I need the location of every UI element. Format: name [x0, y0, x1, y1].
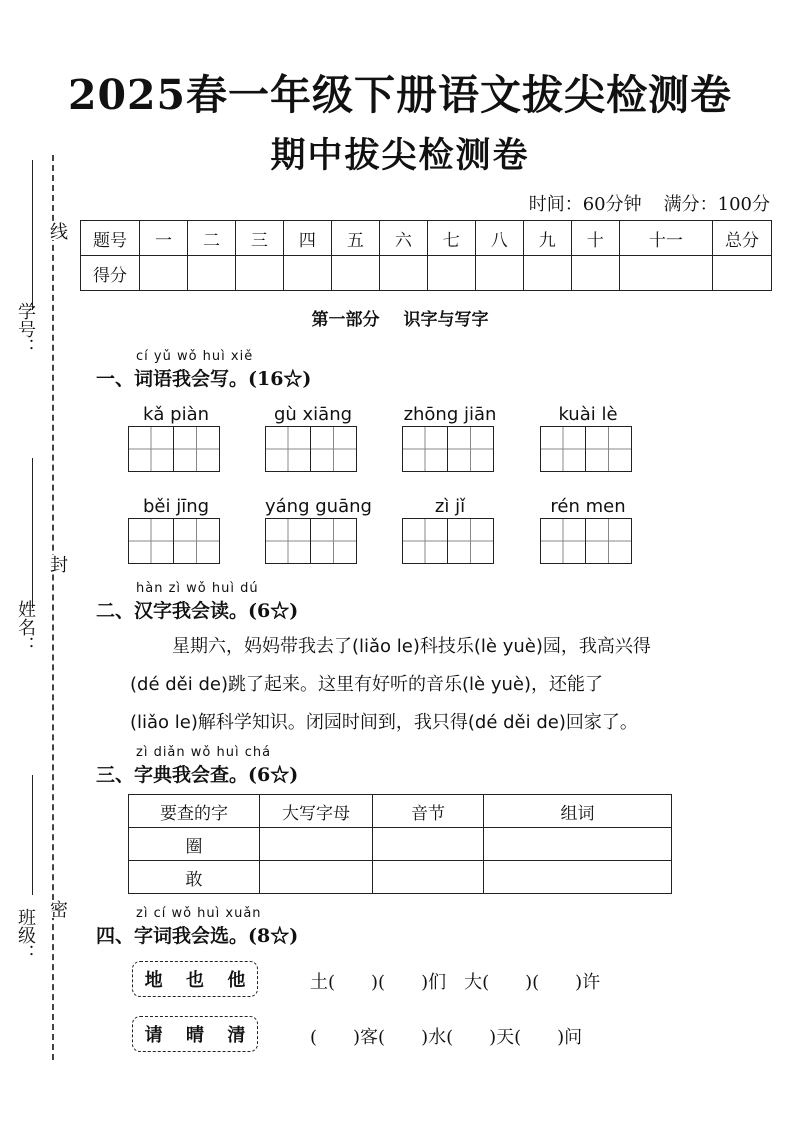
score-row-label: 得分	[81, 256, 140, 291]
writing-box[interactable]	[311, 518, 357, 564]
s4-pinyin: zì cí wǒ huì xuǎn	[136, 906, 262, 921]
fill-blank-row-1[interactable]: 土( )( )们 大( )( )许	[310, 972, 601, 993]
choice-box-1	[132, 961, 258, 997]
score-header-cell: 十	[571, 221, 619, 256]
choice-char: 清	[227, 1025, 246, 1046]
name-blank[interactable]	[32, 458, 33, 608]
dict-answer-cell[interactable]	[373, 861, 484, 894]
dict-header-row	[129, 795, 672, 828]
word-pinyin: kǎ piàn	[142, 404, 210, 425]
dict-row	[129, 861, 672, 894]
writing-box[interactable]	[128, 426, 174, 472]
choice-char: 地	[144, 970, 163, 991]
score-header-cell: 十一	[619, 221, 712, 256]
score-header-cell: 三	[235, 221, 283, 256]
word-pinyin: zì jǐ	[434, 496, 466, 517]
s2-line-3	[130, 704, 750, 742]
binding-label-secret: 密	[44, 900, 70, 918]
dictionary-table	[128, 794, 672, 894]
dict-header-cell: 组词	[484, 795, 672, 828]
writing-box[interactable]	[128, 518, 174, 564]
text-run: 跳了起来。这里有好听的音乐	[228, 674, 462, 695]
dict-header-cell: 要查的字	[129, 795, 260, 828]
part-heading	[0, 305, 800, 330]
score-table	[80, 220, 772, 291]
score-cell[interactable]	[475, 256, 523, 291]
writing-box[interactable]	[402, 426, 448, 472]
score-cell[interactable]	[619, 256, 712, 291]
binding-dashed-line	[52, 155, 54, 1060]
word-group	[128, 404, 224, 472]
s2-line-2	[130, 666, 750, 704]
dict-char: 敢	[129, 861, 260, 894]
score-header-cell: 八	[475, 221, 523, 256]
writing-box[interactable]	[586, 518, 632, 564]
s2-line-1	[172, 628, 752, 666]
score-cell[interactable]	[427, 256, 475, 291]
s2-pinyin: hàn zì wǒ huì dú	[136, 581, 259, 596]
dict-answer-cell[interactable]	[260, 828, 373, 861]
text-run: ，还能了	[530, 674, 603, 695]
word-group	[402, 496, 498, 564]
score-header-cell: 四	[283, 221, 331, 256]
word-group	[540, 496, 636, 564]
writing-box[interactable]	[448, 518, 494, 564]
word-pinyin: zhōng jiān	[403, 404, 497, 425]
text-run: 科技乐	[419, 636, 474, 657]
score-cell[interactable]	[283, 256, 331, 291]
score-table-header-row	[81, 221, 772, 256]
score-header-cell: 五	[331, 221, 379, 256]
exam-title	[0, 62, 800, 121]
writing-box[interactable]	[311, 426, 357, 472]
dict-answer-cell[interactable]	[484, 828, 672, 861]
word-group	[265, 404, 361, 472]
score-header-cell: 二	[187, 221, 235, 256]
pinyin-choice[interactable]: (lè yuè)	[462, 674, 531, 695]
fill-blank-row-2[interactable]: ( )客( )水( )天( )问	[310, 1027, 583, 1048]
class-blank[interactable]	[32, 775, 33, 895]
score-header-cell: 总分	[713, 221, 772, 256]
s2-title: 二、汉字我会读。(6☆)	[96, 600, 299, 622]
score-cell[interactable]	[235, 256, 283, 291]
student-no-label: 学号：	[15, 302, 36, 356]
word-group	[128, 496, 224, 564]
text-run: 园，我高兴得	[542, 636, 651, 657]
text-run: 星期六，妈妈带我去了	[172, 636, 352, 657]
score-cell[interactable]	[713, 256, 772, 291]
score-cell[interactable]	[187, 256, 235, 291]
writing-box[interactable]	[265, 518, 311, 564]
writing-box[interactable]	[448, 426, 494, 472]
writing-box[interactable]	[586, 426, 632, 472]
dict-answer-cell[interactable]	[484, 861, 672, 894]
writing-box[interactable]	[174, 426, 220, 472]
pinyin-choice[interactable]: (liǎo le)	[352, 636, 420, 657]
word-group	[540, 404, 636, 472]
word-pinyin: gù xiāng	[273, 404, 353, 425]
pinyin-choice[interactable]: (dé děi de)	[130, 674, 228, 695]
exam-meta	[529, 190, 770, 216]
text-run: 回家了。	[565, 712, 638, 733]
s3-pinyin: zì diǎn wǒ huì chá	[136, 745, 272, 760]
student-no-blank[interactable]	[32, 160, 33, 310]
score-header-cell: 六	[379, 221, 427, 256]
binding-label-seal: 封	[44, 555, 70, 573]
part-name: 第一部分	[311, 310, 380, 330]
writing-box[interactable]	[540, 426, 586, 472]
choice-box-2	[132, 1016, 258, 1052]
pinyin-choice[interactable]: (lè yuè)	[473, 636, 543, 657]
time-limit: 时间：60分钟	[528, 194, 642, 215]
score-header-cell: 七	[427, 221, 475, 256]
s3-title: 三、字典我会查。(6☆)	[96, 764, 299, 786]
dict-answer-cell[interactable]	[260, 861, 373, 894]
exam-title-emph: 检测卷	[606, 71, 733, 119]
part-title: 识字与写字	[403, 310, 489, 330]
binding-label-line: 线	[44, 222, 70, 240]
exam-subtitle: 期中拔尖检测卷	[270, 135, 530, 176]
choice-char: 也	[185, 970, 204, 991]
dict-char: 圈	[129, 828, 260, 861]
choice-char: 晴	[185, 1025, 204, 1046]
writing-box[interactable]	[265, 426, 311, 472]
name-label: 姓名：	[15, 600, 36, 654]
exam-title-main: 2025春一年级下册语文拔尖	[67, 71, 607, 119]
writing-box[interactable]	[402, 518, 448, 564]
word-pinyin: yáng guāng	[265, 496, 372, 517]
dict-header-cell: 大写字母	[260, 795, 373, 828]
score-table-score-row	[81, 256, 772, 291]
s1-title: 一、词语我会写。(16☆)	[96, 368, 312, 390]
s4-title: 四、字词我会选。(8☆)	[96, 925, 299, 947]
text-run: 解科学知识。闭园时间到，我只得	[197, 712, 468, 733]
choice-char: 他	[227, 970, 246, 991]
dict-answer-cell[interactable]	[373, 828, 484, 861]
word-pinyin: kuài lè	[558, 404, 618, 425]
pinyin-choice[interactable]: (dé děi de)	[467, 712, 566, 733]
score-cell[interactable]	[379, 256, 427, 291]
word-group	[402, 404, 498, 472]
score-cell[interactable]	[331, 256, 379, 291]
score-header-cell: 九	[523, 221, 571, 256]
writing-box[interactable]	[174, 518, 220, 564]
score-cell[interactable]	[571, 256, 619, 291]
score-header-cell: 一	[140, 221, 188, 256]
word-pinyin: rén men	[550, 496, 626, 517]
score-cell[interactable]	[523, 256, 571, 291]
score-cell[interactable]	[140, 256, 188, 291]
dict-header-cell: 音节	[373, 795, 484, 828]
writing-box[interactable]	[540, 518, 586, 564]
word-pinyin: běi jīng	[142, 496, 210, 517]
choice-char: 请	[144, 1025, 163, 1046]
score-header-cell: 题号	[81, 221, 140, 256]
dict-row	[129, 828, 672, 861]
s1-pinyin: cí yǔ wǒ huì xiě	[136, 349, 254, 364]
pinyin-choice[interactable]: (liǎo le)	[130, 712, 198, 733]
class-label: 班级：	[15, 908, 36, 962]
word-group	[265, 496, 372, 564]
full-score: 满分：100分	[663, 194, 770, 215]
